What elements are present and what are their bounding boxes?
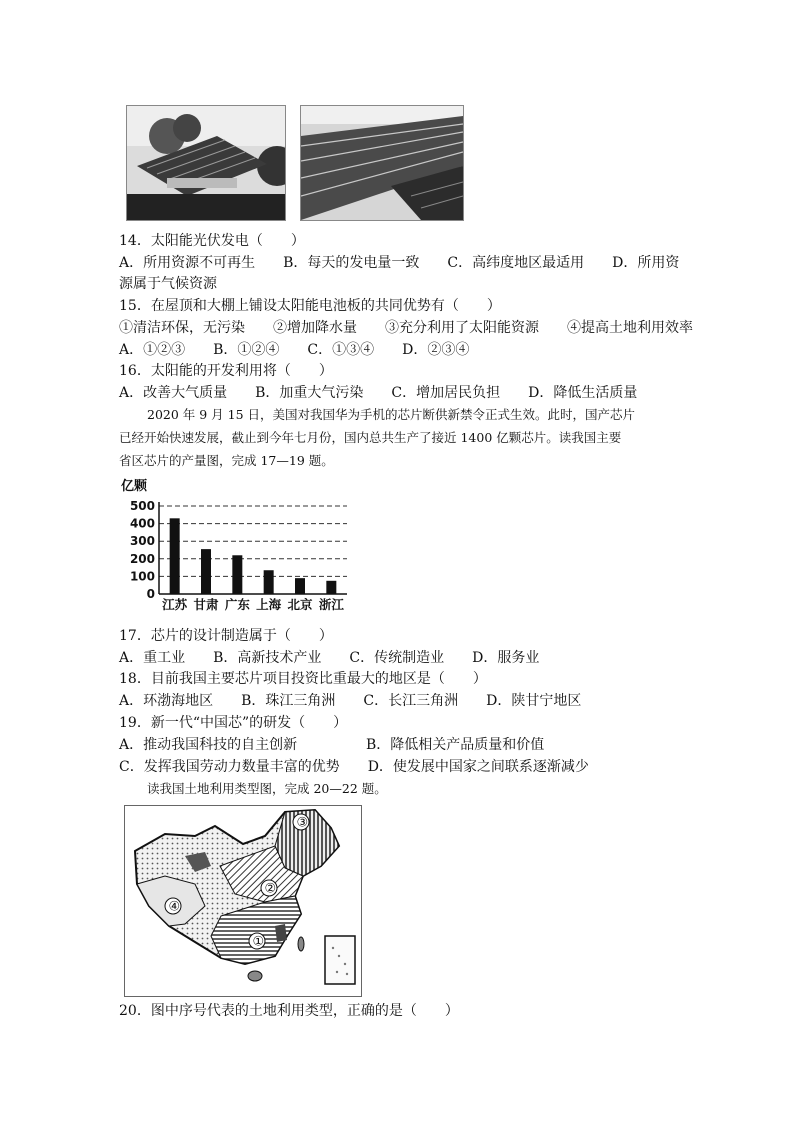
- china-land-use-map: [124, 805, 362, 997]
- map-label-2: ②: [264, 881, 277, 897]
- q17-options: A．重工业 B．高新技术产业 C．传统制造业 D．服务业: [119, 650, 540, 666]
- q14-stem: 14．太阳能光伏发电（ ）: [119, 233, 305, 249]
- q16-options: A．改善大气质量 B．加重大气污染 C．增加居民负担 D．降低生活质量: [119, 385, 638, 401]
- y-tick-label: 100: [129, 569, 155, 584]
- q19-option-b: B．降低相关产品质量和价值: [366, 737, 545, 753]
- chip-production-chart: [119, 476, 359, 616]
- passage1-line2: 已经开始快速发展，截止到今年七月份，国内总共生产了接近 1400 亿颗芯片。读我国主要: [119, 430, 622, 445]
- y-tick-label: 200: [129, 551, 155, 566]
- x-tick-label: 甘肃: [193, 597, 219, 612]
- q18-options: A．环渤海地区 B．珠江三角洲 C．长江三角洲 D．陕甘宁地区: [119, 693, 582, 709]
- map-label-4: ④: [168, 899, 181, 915]
- bar-江苏: [170, 518, 180, 594]
- y-tick-label: 500: [129, 499, 155, 513]
- y-tick-label: 0: [146, 587, 155, 601]
- greenhouse-solar-photo: [300, 105, 464, 221]
- q14-options-line2: 源属于气候资源: [119, 276, 217, 292]
- map-label-1: ①: [252, 934, 265, 950]
- q17-stem: 17．芯片的设计制造属于（ ）: [119, 628, 333, 644]
- y-tick-label: 300: [129, 534, 155, 549]
- q19-options-cd: C．发挥我国劳动力数量丰富的优势 D．使发展中国家之间联系逐渐减少: [119, 759, 589, 775]
- q15-stem: 15．在屋顶和大棚上铺设太阳能电池板的共同优势有（ ）: [119, 298, 501, 314]
- q15-items: ①清洁环保，无污染 ②增加降水量 ③充分利用了太阳能资源 ④提高土地利用效率: [119, 320, 693, 336]
- bar-北京: [295, 578, 305, 594]
- bar-甘肃: [201, 549, 211, 594]
- bar-上海: [264, 570, 274, 594]
- q18-stem: 18．目前我国主要芯片项目投资比重最大的地区是（ ）: [119, 671, 487, 687]
- q16-stem: 16．太阳能的开发利用将（ ）: [119, 363, 333, 379]
- rooftop-solar-photo: [126, 105, 286, 221]
- passage1-line3: 省区芯片的产量图，完成 17—19 题。: [119, 453, 334, 468]
- q19-option-a: A．推动我国科技的自主创新: [119, 737, 298, 753]
- y-axis-label: 亿颗: [121, 479, 148, 494]
- passage2: 读我国土地利用类型图，完成 20—22 题。: [147, 781, 387, 796]
- bar-广东: [232, 555, 242, 594]
- x-tick-label: 浙江: [318, 597, 344, 612]
- y-tick-label: 400: [129, 516, 155, 531]
- bar-浙江: [326, 581, 336, 594]
- q20-stem: 20．图中序号代表的土地利用类型，正确的是（ ）: [119, 1003, 459, 1019]
- x-tick-label: 上海: [256, 597, 282, 612]
- q15-options: A．①②③ B．①②④ C．①③④ D．②③④: [119, 342, 470, 358]
- map-label-3: ③: [296, 815, 309, 831]
- x-tick-label: 广东: [224, 597, 250, 612]
- q14-options-line1: A．所用资源不可再生 B．每天的发电量一致 C．高纬度地区最适用 D．所用资: [119, 255, 680, 271]
- x-tick-label: 江苏: [162, 597, 188, 612]
- q19-stem: 19．新一代“中国芯”的研发（ ）: [119, 715, 348, 731]
- passage1-line1: 2020 年 9 月 15 日，美国对我国华为手机的芯片断供新禁令正式生效。此时，国产芯片: [147, 407, 636, 422]
- x-tick-label: 北京: [287, 597, 313, 612]
